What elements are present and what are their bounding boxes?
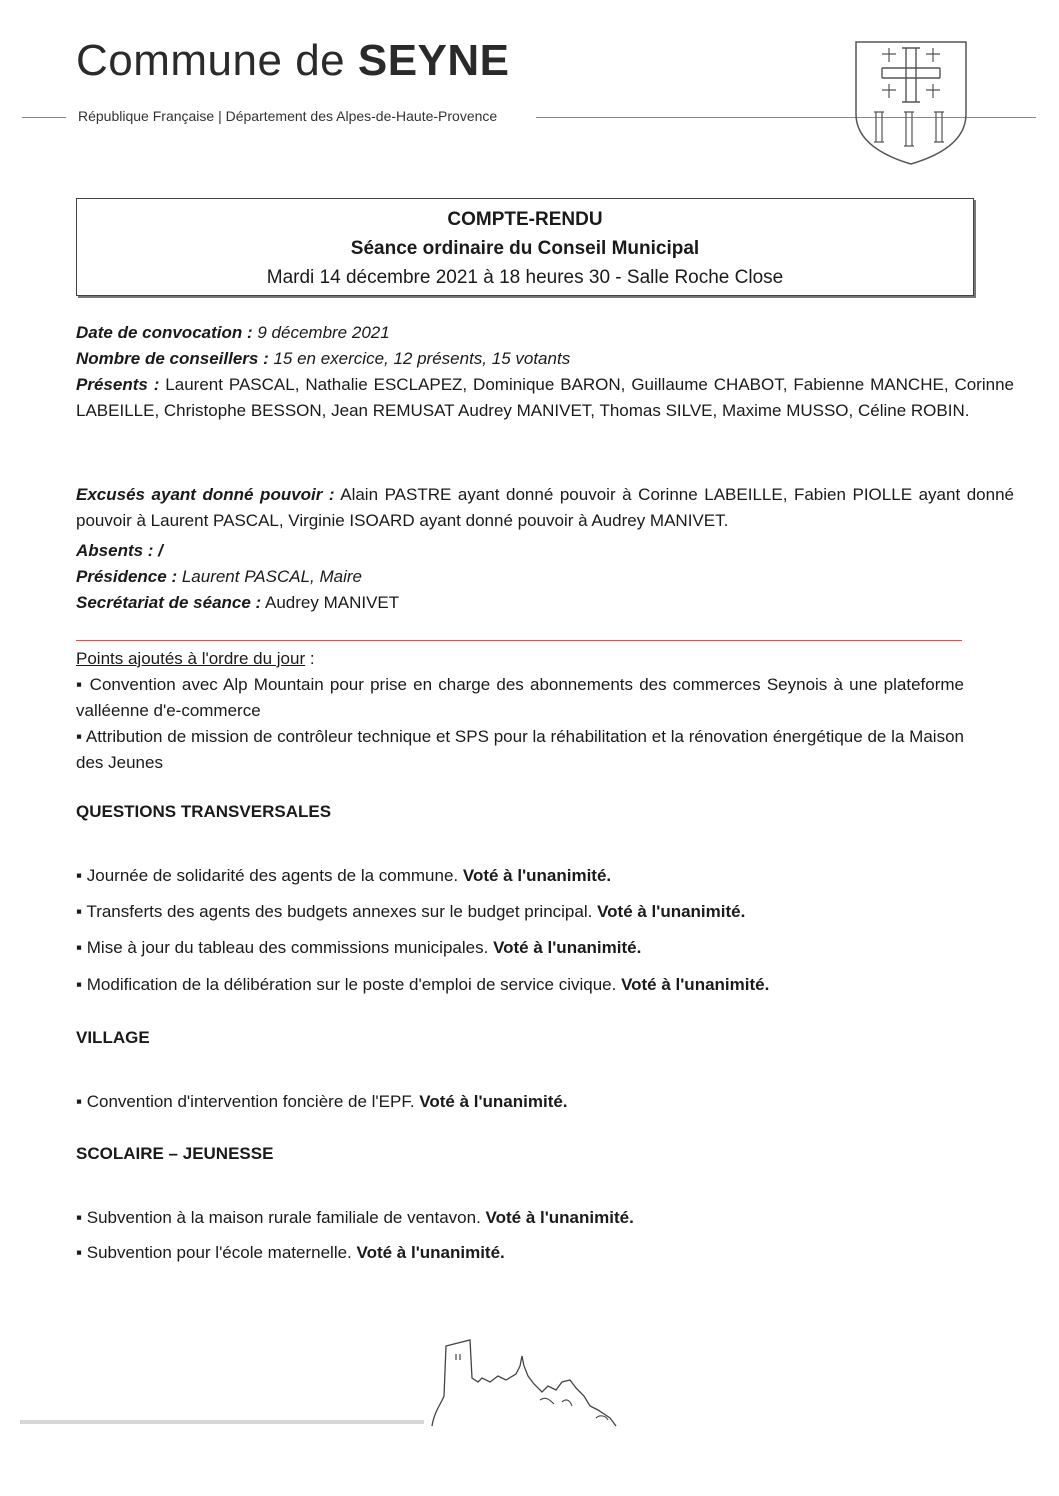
absents-label: Absents : / <box>76 541 163 560</box>
item-text: ▪ Convention d'intervention foncière de l'EPF. <box>76 1092 420 1111</box>
excuses-paragraph <box>76 482 1014 534</box>
presents-paragraph <box>76 372 1014 424</box>
item-text: ▪ Subvention à la maison rurale familiale de ventavon. <box>76 1208 486 1227</box>
list-item <box>76 1092 568 1112</box>
commune-title <box>76 36 510 86</box>
vote-result: Voté à l'unanimité. <box>356 1243 505 1262</box>
list-item <box>76 866 611 886</box>
presidence-label: Présidence : <box>76 567 178 586</box>
list-item <box>76 1243 505 1263</box>
excuses-value: Alain PASTRE ayant donné pouvoir à Corinne LABEILLE, Fabien PIOLLE ayant donné pouvoir à Laurent PASCAL, Virginie ISOARD ayant donné pouvoir à Audrey MANIVET. <box>76 485 1014 530</box>
absents-line <box>76 538 1014 564</box>
village-skyline-icon <box>420 1326 620 1432</box>
section-title-village: VILLAGE <box>76 1028 150 1047</box>
convocation-value: 9 décembre 2021 <box>252 323 390 342</box>
list-item <box>76 938 641 958</box>
vote-result: Voté à l'unanimité. <box>597 902 746 921</box>
vote-result: Voté à l'unanimité. <box>621 975 770 994</box>
session-datetime: Mardi 14 décembre 2021 à 18 heures 30 - Salle Roche Close <box>266 267 784 288</box>
points-item-1: ▪ Convention avec Alp Mountain pour prise en charge des abonnements des commerces Seynois à une plateforme valléenne d'e-commerce <box>76 675 964 720</box>
presents-label: Présents : <box>76 375 160 394</box>
section-title-scolaire: SCOLAIRE – JEUNESSE <box>76 1144 274 1163</box>
presents-value: Laurent PASCAL, Nathalie ESCLAPEZ, Dominique BARON, Guillaume CHABOT, Fabienne MANCHE, Corinne LABEILLE, Christophe BESSON, Jean REMUSAT Audrey MANIVET, Thomas SILVE, Maxime MUSSO, Céline ROBIN. <box>76 375 1014 420</box>
vote-result: Voté à l'unanimité. <box>493 938 642 957</box>
item-text: ▪ Modification de la délibération sur le poste d'emploi de service civique. <box>76 975 622 994</box>
item-text: ▪ Subvention pour l'école maternelle. <box>76 1243 357 1262</box>
presidence-value: Laurent PASCAL, Maire <box>177 567 362 586</box>
title-name: SEYNE <box>357 36 510 85</box>
coat-of-arms-icon <box>852 38 970 166</box>
section-divider <box>76 640 962 641</box>
list-item <box>76 902 745 922</box>
item-text: ▪ Transferts des agents des budgets annexes sur le budget principal. <box>76 902 598 921</box>
conseillers-label: Nombre de conseillers : <box>76 349 269 368</box>
vote-result: Voté à l'unanimité. <box>485 1208 634 1227</box>
points-heading-suffix: : <box>305 649 315 668</box>
item-text: ▪ Mise à jour du tableau des commissions municipales. <box>76 938 494 957</box>
secretariat-value: Audrey MANIVET <box>261 593 400 612</box>
excuses-label: Excusés ayant donné pouvoir : <box>76 485 335 504</box>
section-title-transversales: QUESTIONS TRANSVERSALES <box>76 802 332 821</box>
list-item <box>76 975 769 995</box>
title-box <box>76 198 974 296</box>
presidence-line <box>76 564 1014 590</box>
secretariat-label: Secrétariat de séance : <box>76 593 262 612</box>
convocation-label: Date de convocation : <box>76 323 253 342</box>
vote-result: Voté à l'unanimité. <box>462 866 612 885</box>
secretariat-line <box>76 590 1014 616</box>
points-heading <box>76 646 964 672</box>
conseillers-value: 15 en exercice, 12 présents, 15 votants <box>268 349 571 368</box>
points-heading-text: Points ajoutés à l'ordre du jour <box>76 649 306 668</box>
vote-result: Voté à l'unanimité. <box>419 1092 568 1111</box>
title-prefix: Commune de <box>76 36 358 85</box>
conseillers-line <box>76 346 1014 372</box>
report-heading: COMPTE-RENDU <box>447 209 603 230</box>
session-heading: Séance ordinaire du Conseil Municipal <box>350 238 700 259</box>
points-item-2: ▪ Attribution de mission de contrôleur technique et SPS pour la réhabilitation et la rénovation énergétique de la Maison des Jeunes <box>76 727 964 772</box>
footer-rule <box>20 1420 424 1424</box>
subtitle-text: République Française | Département des Alpes-de-Haute-Provence <box>78 108 498 124</box>
convocation-line <box>76 320 1014 346</box>
list-item <box>76 1208 634 1228</box>
subtitle-rule-left <box>22 117 66 118</box>
item-text: ▪ Journée de solidarité des agents de la commune. <box>76 866 463 885</box>
